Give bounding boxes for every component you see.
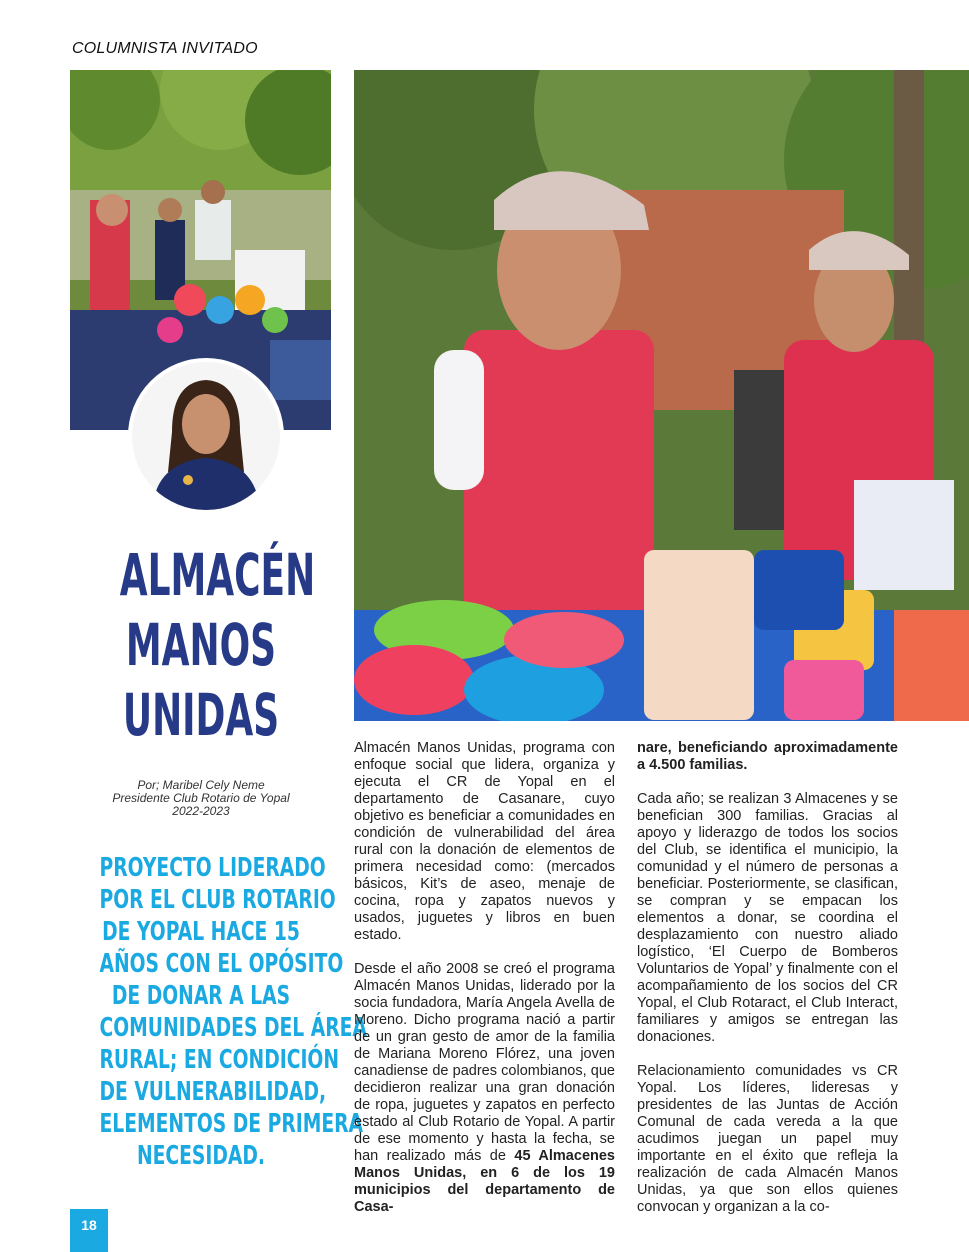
article-subhead — [60, 852, 367, 1172]
subhead-line: RURAL; EN CONDICIÓN — [99, 1045, 340, 1075]
author-portrait — [128, 358, 284, 514]
subhead-line: DE YOPAL HACE 15 — [102, 917, 300, 947]
body-paragraph: Relacionamiento comunidades vs CR Yopal. Los líderes, lideresas y presidentes de las Juntas de Acción Comunal de cada vereda a la que acudimos juegan un papel muy importante en el éxito que refleja la realización de cada Almacén Manos Unidas, ya que son ellos quienes convocan y organizan a la co- — [637, 1063, 898, 1215]
subhead-line: POR EL CLUB ROTARIO — [99, 885, 336, 915]
author-byline — [70, 779, 332, 818]
section-label: COLUMNISTA INVITADO — [72, 40, 258, 57]
body-paragraph: Cada año; se realizan 3 Almacenes y se benefician 300 familias. Gracias al apoyo y liderazgo de todos los socios del Club, se identifica el municipio, la comunidad y el número de personas a beneficiar. Posteriormente, se clasifican, se compran y se empacan los elementos a donar, se coordina el desplazamiento con nuestro aliado logístico, ‘El Cuerpo de Bomberos Voluntarios de Yopal’ y finalmente con el acompañamiento de los socios del CR Yopal, el Club Rotaract, el Club Interact, familiares y amigos se entregan las donaciones. — [637, 791, 898, 1045]
body-paragraph — [637, 740, 898, 774]
byline-period: 2022-2023 — [172, 804, 230, 818]
subhead-line: NECESIDAD. — [136, 1141, 266, 1171]
event-photo-main — [354, 70, 969, 721]
body-text: Desde el año 2008 se creó el programa Almacén Manos Unidas, liderado por la socia fundadora, María Angela Avella de Moreno. Dicho programa nació a partir de un gran gesto de amor de la familia de Mariana Moreno Flórez, una joven canadiense de padres colombianos, que decidieron realizar una gran donación de ropa, juguetes y zapatos en perfecto estado al Club Rotario de Yopal. A partir de ese momento y hasta la fecha, se han realizado más de — [354, 961, 615, 1164]
body-paragraph — [354, 961, 615, 1216]
body-bold-text: 45 Almacenes Manos Unidas, en 6 de los 19 municipios del departamento de Casa- — [354, 1148, 615, 1215]
subhead-line: DE DONAR A LAS — [111, 981, 291, 1011]
article-headline — [119, 540, 316, 750]
body-paragraph: Almacén Manos Unidas, programa con enfoque social que lidera, organiza y ejecuta el CR de Yopal en el departamento de Casanare, cuyo objetivo es beneficiar a comunidades en condición de vulnerabilidad del área rural con la donación de elementos de primera necesidad como: (mercados básicos, Kit’s de aseo, menaje de cocina, ropa y zapatos nuevos y usados, juguetes y libros en buen estado. — [354, 740, 615, 943]
page-number: 18 — [70, 1209, 108, 1252]
body-column-1 — [354, 740, 615, 1233]
subhead-line: DE VULNERABILIDAD, — [99, 1077, 327, 1107]
subhead-line: AÑOS CON EL OPÓSITO — [99, 949, 344, 979]
subhead-line: COMUNIDADES DEL ÁREA — [99, 1013, 367, 1043]
body-column-2 — [637, 740, 898, 1233]
byline-author: Por; Maribel Cely Neme — [137, 778, 265, 792]
subhead-line: ELEMENTOS DE PRIMERA — [99, 1109, 364, 1139]
headline-line: MANOS — [125, 611, 277, 679]
byline-role: Presidente Club Rotario de Yopal — [112, 791, 290, 805]
body-bold-text: nare, beneficiando aproximadamente a 4.500 familias. — [637, 740, 898, 773]
headline-line: ALMACÉN — [119, 541, 316, 609]
subhead-line: PROYECTO LIDERADO — [99, 853, 326, 883]
headline-line: UNIDAS — [122, 681, 280, 749]
